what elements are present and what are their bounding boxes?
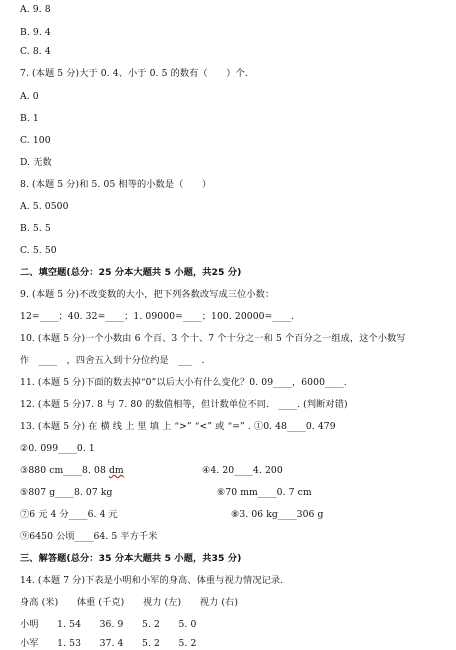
q13-item-4: ④4. 20____4. 200 — [202, 465, 283, 476]
q7-option-c: C. 100 — [20, 135, 51, 146]
question-14: 14. (本题 7 分)下表是小明和小军的身高、体重与视力情况记录. — [20, 575, 284, 586]
q13-item-3-text: ③880 cm____8. 08 — [20, 465, 109, 476]
q7-option-d: D. 无数 — [20, 157, 52, 168]
question-7: 7. (本题 5 分)大于 0. 4、小于 0. 5 的数有（ ）个. — [20, 68, 248, 79]
q7-option-a: A. 0 — [20, 91, 39, 102]
table-header-row: 身高 (米) 体重 (千克) 视力 (左) 视力 (右) — [20, 597, 239, 608]
question-11: 11. (本题 5 分)下面的数去掉“0”以后大小有什么变化？0. 09____，6000____. — [20, 377, 347, 388]
q13-item-8: ⑧3. 06 kg____306 g — [231, 509, 324, 520]
q13-item-2: ②0. 099____0. 1 — [20, 443, 95, 454]
question-10: 10. (本题 5 分)一个小数由 6 个百、3 个十、7 个十分之一和 5 个百分之一组成，这个小数写 — [20, 333, 406, 344]
q8-option-a: A. 5. 0500 — [20, 201, 69, 212]
q13-item-3 — [20, 465, 124, 477]
question-13: 13. (本题 5 分) 在 横 线 上 里 填 上 “>” “<” 或 “=” . ①0. 48____0. 479 — [20, 421, 336, 432]
question-9: 9. (本题 5 分)不改变数的大小，把下列各数改写成三位小数： — [20, 289, 275, 300]
q13-item-9: ⑨6450 公顷____64. 5 平方千米 — [20, 531, 158, 542]
q13-item-7: ⑦6 元 4 分____6. 4 元 — [20, 509, 118, 520]
q13-item-3-unit: dm — [108, 465, 124, 476]
q6-option-a: A. 9. 8 — [20, 4, 51, 15]
q7-option-b: B. 1 — [20, 113, 39, 124]
question-8: 8. (本题 5 分)和 5. 05 相等的小数是（ ） — [20, 179, 212, 190]
q8-option-b: B. 5. 5 — [20, 223, 51, 234]
table-row-xiaoming: 小明 1. 54 36. 9 5. 2 5. 0 — [20, 619, 197, 630]
q6-option-c: C. 8. 4 — [20, 46, 51, 57]
q13-item-6: ⑥70 mm____0. 7 cm — [217, 487, 312, 498]
q13-item-5: ⑤807 g____8. 07 kg — [20, 487, 113, 498]
question-9-blanks: 12=____；40. 32=____；1. 09000=____；100. 20000=____. — [20, 311, 295, 322]
question-10-cont: 作 ____ ，四舍五入到十分位约是 ___ . — [20, 355, 205, 366]
section-heading-fill-in: 二、填空题(总分：25 分本大题共 5 小题，共25 分) — [20, 267, 242, 278]
section-heading-answer: 三、解答题(总分：35 分本大题共 5 小题，共35 分) — [20, 553, 242, 564]
q6-option-b: B. 9. 4 — [20, 27, 51, 38]
table-row-xiaojun: 小军 1. 53 37. 4 5. 2 5. 2 — [20, 638, 197, 649]
q8-option-c: C. 5. 50 — [20, 245, 57, 256]
question-12: 12. (本题 5 分)7. 8 与 7. 80 的数值相等，但计数单位不同. ____. (判断对错) — [20, 399, 348, 410]
